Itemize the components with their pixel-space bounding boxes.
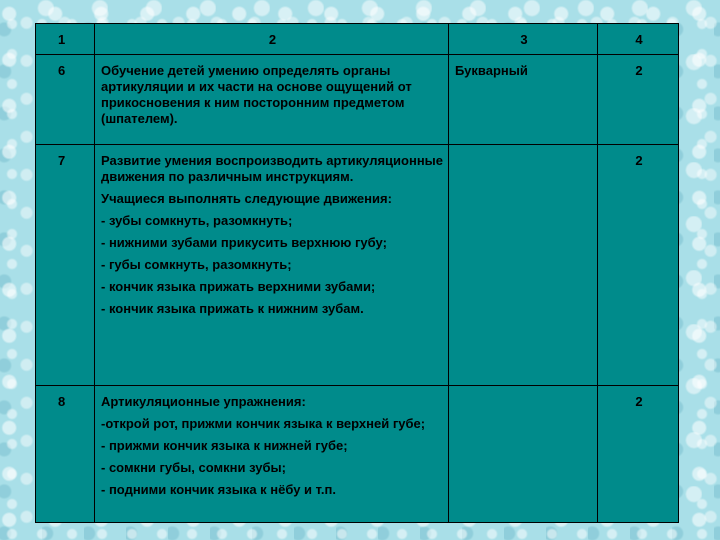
content-line: Обучение детей умению определять органы артикуляции и их части на основе ощущений от прикосновения к ним посторонним предметом (шпателем). <box>101 63 412 126</box>
header-cell-2: 2 <box>95 24 449 55</box>
content-line: - кончик языка прижать к нижним зубам. <box>101 301 364 316</box>
row-number-cell: 8 <box>36 386 95 523</box>
hours-cell: 2 <box>598 386 679 523</box>
content-line: - нижними зубами прикусить верхнюю губу; <box>101 235 387 250</box>
content-line: - сомкни губы, сомкни зубы; <box>101 460 286 475</box>
row-number-cell: 6 <box>36 55 95 145</box>
table-row <box>36 145 679 386</box>
content-line: Развитие умения воспроизводить артикуляционные движения по различным инструкциям. <box>101 153 444 184</box>
material-cell <box>449 145 598 386</box>
table-row <box>36 386 679 523</box>
header-cell-4: 4 <box>598 24 679 55</box>
hours-cell: 2 <box>598 55 679 145</box>
row-number-cell: 7 <box>36 145 95 386</box>
content-line: - зубы сомкнуть, разомкнуть; <box>101 213 293 228</box>
lesson-table-container <box>35 23 679 523</box>
content-line: - кончик языка прижать верхними зубами; <box>101 279 376 294</box>
table-row <box>36 55 679 145</box>
material-cell: Букварный <box>449 55 598 145</box>
content-line: - подними кончик языка к нёбу и т.п. <box>101 482 336 497</box>
material-cell <box>449 386 598 523</box>
content-line: -открой рот, прижми кончик языка к верхней губе; <box>101 416 426 431</box>
content-line: Учащиеся выполнять следующие движения: <box>101 191 392 206</box>
content-line: - прижми кончик языка к нижней губе; <box>101 438 348 453</box>
table-header-row <box>36 24 679 55</box>
content-cell <box>95 145 449 386</box>
content-line: - губы сомкнуть, разомкнуть; <box>101 257 292 272</box>
content-line: Артикуляционные упражнения: <box>101 394 306 409</box>
hours-cell: 2 <box>598 145 679 386</box>
content-cell <box>95 55 449 145</box>
lesson-table <box>35 23 679 523</box>
header-cell-1: 1 <box>36 24 95 55</box>
content-cell <box>95 386 449 523</box>
header-cell-3: 3 <box>449 24 598 55</box>
